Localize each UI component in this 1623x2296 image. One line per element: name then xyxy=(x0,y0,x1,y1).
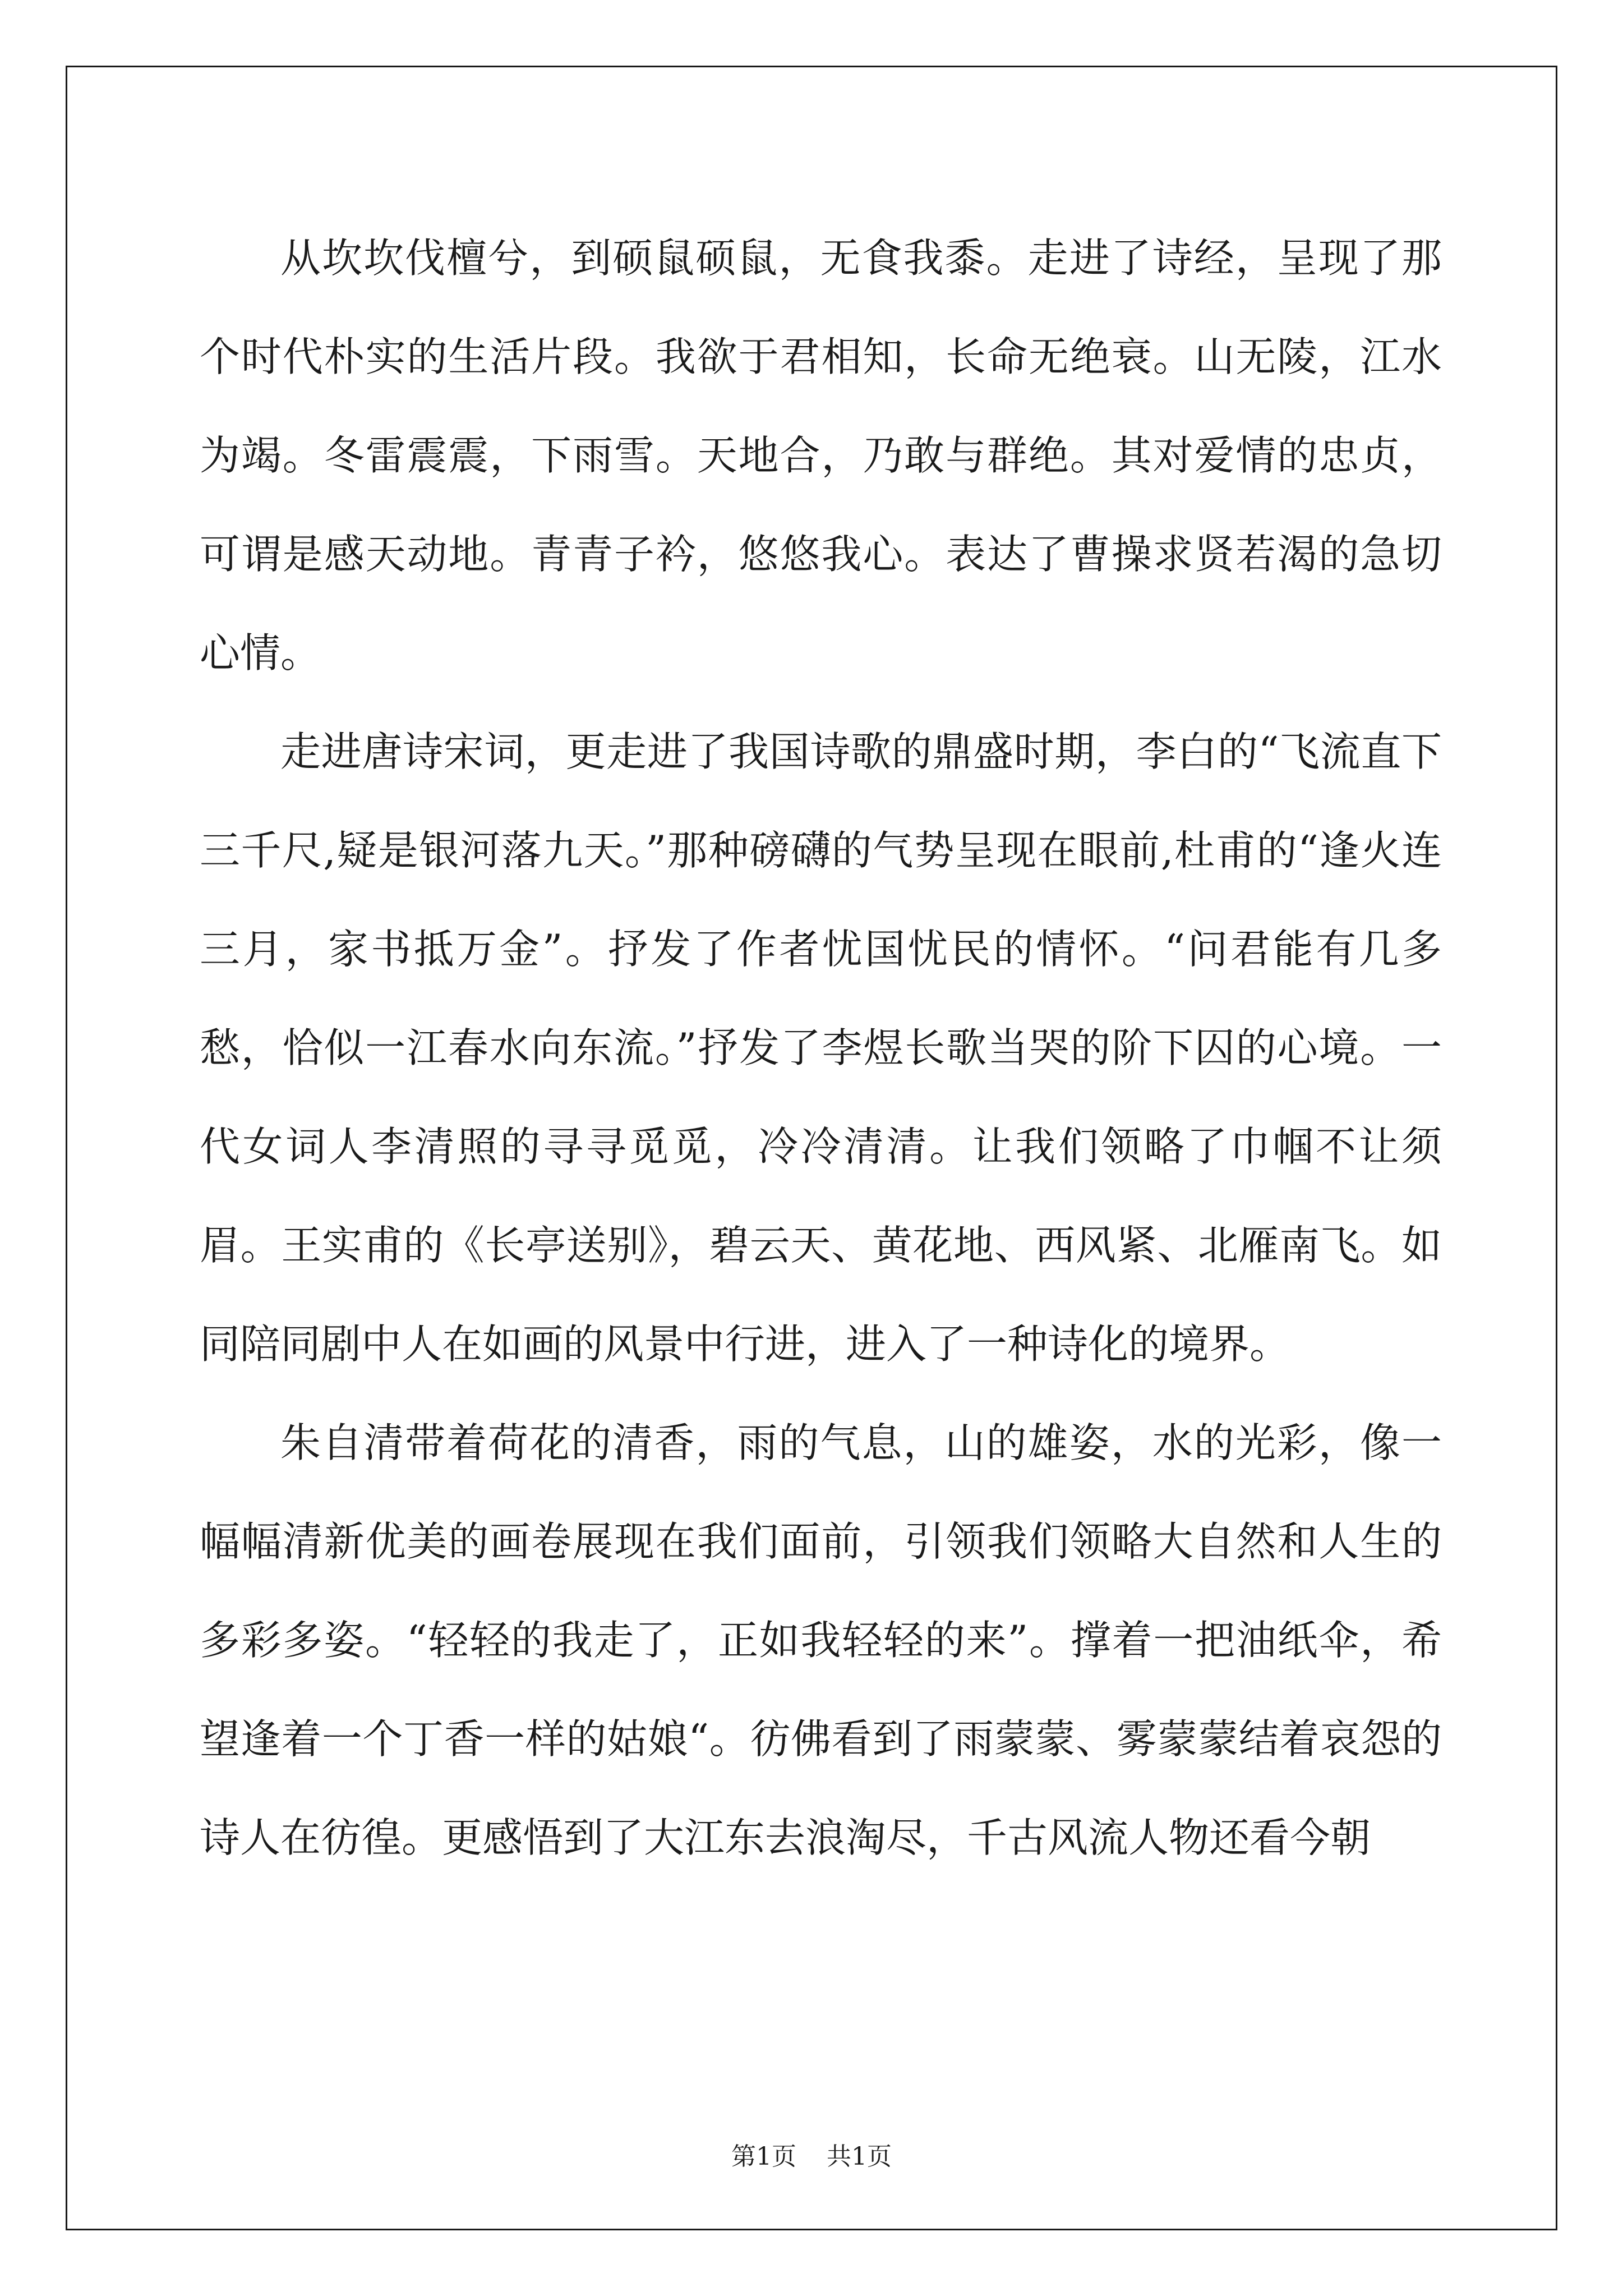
document-body xyxy=(200,209,1442,1887)
paragraph-shijing: 从坎坎伐檀兮，到硕鼠硕鼠，无食我黍。走进了诗经，呈现了那个时代朴实的生活片段。我欲于君相知，长命无绝衰。山无陵，江水为竭。冬雷震震，下雨雪。天地合，乃敢与群绝。其对爱情的忠贞，可谓是感天动地。青青子衿，悠悠我心。表达了曹操求贤若渴的急切心情。 xyxy=(200,234,1442,677)
paragraph-modern: 朱自清带着荷花的清香，雨的气息，山的雄姿，水的光彩，像一幅幅清新优美的画卷展现在我们面前，引领我们领略大自然和人生的多彩多姿。“轻轻的我走了，正如我轻轻的来”。撑着一把油纸伞，希望逢着一个丁香一样的姑娘“。彷佛看到了雨蒙蒙、雾蒙蒙结着哀怨的诗人在彷徨。更感悟到了大江东去浪淘尽，千古风流人物还看今朝 xyxy=(200,1419,1442,1861)
page-footer xyxy=(0,2136,1623,2172)
page-number: 第1页 xyxy=(731,2142,796,2171)
page-total: 共1页 xyxy=(827,2142,892,2171)
paragraph-tang-song: 走进唐诗宋词，更走进了我国诗歌的鼎盛时期，李白的“飞流直下三千尺,疑是银河落九天。”那种磅礴的气势呈现在眼前,杜甫的“逢火连三月，家书抵万金”。抒发了作者忧国忧民的情怀。“问君能有几多愁，恰似一江春水向东流。”抒发了李煜长歌当哭的阶下囚的心境。一代女词人李清照的寻寻觅觅，冷冷清清。让我们领略了巾帼不让须眉。王实甫的《长亭送别》，碧云天、黄花地、西风紧、北雁南飞。如同陪同剧中人在如画的风景中行进，进入了一种诗化的境界。 xyxy=(200,728,1442,1368)
